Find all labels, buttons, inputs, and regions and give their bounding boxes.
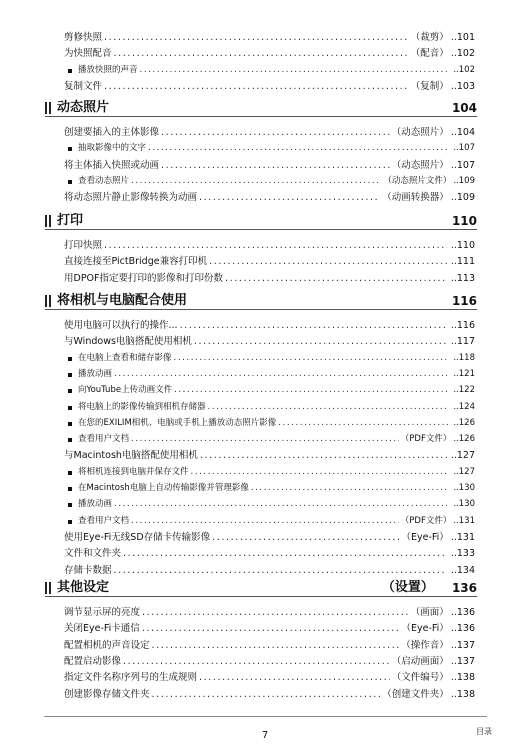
dot-leader (114, 564, 447, 577)
section-heading[interactable] (45, 580, 477, 597)
toc-subentry[interactable] (68, 368, 475, 381)
entry-title: 剪修快照 (64, 32, 103, 43)
toc-entry[interactable] (64, 655, 475, 668)
entry-tag: （动态照片文件） (383, 175, 452, 186)
dot-leader (251, 482, 450, 495)
entry-page: ..137 (450, 639, 475, 651)
toc-subentry[interactable] (68, 175, 475, 188)
entry-page: ..126 (453, 434, 475, 445)
dot-leader (199, 191, 380, 204)
section-page: 104 (451, 101, 477, 115)
dot-leader (104, 239, 447, 252)
entry-page: ..102 (450, 48, 475, 60)
entry-tag: （动画转换器） (382, 192, 449, 204)
footer-divider (44, 716, 487, 717)
dot-leader (278, 417, 449, 430)
entry-page: ..126 (453, 417, 475, 428)
toc-subentry[interactable] (68, 401, 475, 414)
dot-leader (131, 175, 381, 188)
toc-entry[interactable] (64, 564, 475, 577)
entry-tag: （启动画面） (391, 655, 449, 667)
section-page: 110 (451, 214, 477, 228)
dot-leader (140, 64, 450, 77)
entry-title: 为快照配音 (64, 48, 112, 60)
entry-title: 调节显示屏的亮度 (64, 607, 141, 618)
entry-title: 播放动画 (78, 499, 113, 510)
toc-entry[interactable] (64, 47, 475, 60)
entry-page: ..122 (453, 385, 475, 396)
dot-leader (152, 639, 400, 652)
entry-title: 创建要插入的主体影像 (64, 127, 160, 138)
page-number: 7 (261, 730, 269, 741)
entry-page: ..138 (450, 688, 475, 700)
dot-leader (104, 80, 409, 93)
entry-title: 使用电脑可以执行的操作... (64, 320, 178, 331)
dot-leader (209, 255, 447, 268)
entry-title: 与Windows电脑搭配使用相机 (64, 336, 192, 348)
toc-entry[interactable] (64, 531, 475, 544)
toc-subentry[interactable] (68, 142, 475, 155)
entry-page: ..109 (453, 175, 475, 186)
section-page: 116 (451, 294, 477, 308)
entry-tag: （创建文件夹） (382, 688, 449, 700)
dot-leader (131, 515, 399, 528)
toc-subentry[interactable] (68, 64, 475, 77)
entry-title: 将主体插入快照或动画 (64, 159, 160, 171)
toc-entry[interactable] (64, 319, 475, 332)
entry-title: 查看用户文档 (78, 515, 130, 526)
entry-tag: （配音） (410, 48, 449, 60)
entry-page: ..137 (450, 655, 475, 667)
dot-leader (131, 433, 399, 446)
entry-page: ..133 (450, 548, 475, 560)
entry-page: ..101 (450, 32, 475, 43)
dot-leader (199, 671, 390, 684)
entry-title: 播放动画 (78, 368, 113, 379)
bullet-icon (68, 180, 72, 184)
dot-leader (191, 466, 450, 479)
entry-title: 创建影像存储文件夹 (64, 688, 150, 700)
section-title: 动态照片 (57, 100, 110, 115)
entry-tag: （裁剪） (410, 32, 449, 43)
section-marker-icon (45, 582, 51, 594)
dot-leader (174, 384, 449, 397)
toc-subentry[interactable] (68, 482, 475, 495)
dot-leader (225, 272, 447, 285)
entry-page: ..107 (453, 143, 475, 154)
section-title: 将相机与电脑配合使用 (57, 293, 188, 308)
entry-page: ..131 (450, 531, 475, 543)
entry-title: 文件和文件夹 (64, 548, 122, 560)
toc-subentry[interactable] (68, 352, 475, 365)
entry-tag: （动态照片） (391, 159, 449, 171)
dot-leader (208, 401, 450, 414)
entry-page: ..134 (450, 564, 475, 576)
toc-subentry[interactable] (68, 515, 475, 528)
entry-tag: （PDF文件） (400, 515, 452, 526)
entry-title: 与Macintosh电脑搭配使用相机 (64, 450, 198, 462)
toc-subentry[interactable] (68, 433, 475, 446)
section-marker-icon (45, 102, 51, 114)
toc-subentry[interactable] (68, 417, 475, 430)
entry-title: 关闭Eye-Fi卡通信 (64, 623, 140, 635)
entry-title: 配置相机的声音设定 (64, 639, 150, 651)
toc-entry[interactable] (64, 159, 475, 172)
entry-page: ..111 (450, 256, 475, 268)
entry-title: 播放快照的声音 (78, 64, 138, 75)
entry-title: 抽取影像中的文字 (78, 143, 147, 154)
section-heading[interactable] (45, 213, 477, 230)
toc-entry[interactable] (64, 239, 475, 252)
entry-title: 使用Eye-Fi无线SD存储卡传输影像 (64, 531, 211, 543)
entry-tag: （Eye-Fi） (401, 531, 449, 543)
entry-title: 在电脑上查看和储存影像 (78, 352, 172, 363)
section-heading[interactable] (45, 100, 477, 117)
entry-tag: （Eye-Fi） (401, 623, 449, 635)
entry-title: 打印快照 (64, 240, 103, 251)
entry-page: ..102 (453, 64, 475, 75)
dot-leader (104, 31, 409, 44)
entry-page: ..116 (450, 320, 475, 331)
entry-title: 将相机连接到电脑并保存文件 (78, 466, 189, 477)
toc-subentry[interactable] (68, 466, 475, 479)
toc-entry[interactable] (64, 547, 475, 560)
toc-entry[interactable] (64, 639, 475, 652)
bullet-icon (68, 69, 72, 73)
toc-entry[interactable] (64, 671, 475, 684)
section-title: 打印 (57, 213, 84, 228)
entry-title: 在您的EXILIM相机、电脑或手机上播放动态照片影像 (78, 417, 277, 428)
section-tag: （设置） (381, 580, 434, 595)
entry-title: 查看动态照片 (78, 175, 130, 186)
entry-tag: （PDF文件） (400, 434, 452, 445)
dot-leader (148, 142, 449, 155)
dot-leader (194, 335, 447, 348)
entry-page: ..127 (453, 466, 475, 477)
entry-title: 指定文件名称序列号的生成规则 (64, 672, 198, 684)
entry-tag: （文件编号） (391, 672, 449, 684)
bullet-icon (68, 471, 72, 475)
dot-leader (142, 606, 409, 619)
toc-entry[interactable] (64, 31, 475, 44)
dot-leader (200, 449, 447, 462)
entry-title: 存储卡数据 (64, 564, 112, 576)
entry-title: 直接连接至PictBridge兼容打印机 (64, 256, 208, 268)
entry-page: ..130 (453, 483, 475, 493)
toc-entry[interactable] (64, 126, 475, 139)
entry-title: 复制文件 (64, 80, 103, 92)
toc-entry[interactable] (64, 622, 475, 635)
toc-entry[interactable] (64, 606, 475, 619)
entry-page: ..136 (450, 607, 475, 618)
bullet-icon (68, 357, 72, 361)
entry-page: ..113 (450, 272, 475, 284)
entry-page: ..127 (450, 450, 475, 462)
entry-page: ..130 (453, 499, 475, 510)
entry-title: 配置启动影像 (64, 655, 122, 667)
entry-title: 向YouTube上传动画文件 (78, 385, 173, 396)
entry-page: ..109 (450, 192, 475, 204)
dot-leader (142, 622, 400, 635)
entry-page: ..118 (453, 352, 475, 363)
entry-page: ..107 (450, 159, 475, 171)
dot-leader (180, 319, 447, 332)
toc-link[interactable]: 目录 (476, 727, 492, 736)
section-marker-icon (45, 215, 51, 227)
toc-subentry[interactable] (68, 498, 475, 511)
dot-leader (123, 547, 447, 560)
entry-page: ..110 (450, 240, 475, 251)
section-heading[interactable] (45, 293, 477, 310)
entry-title: 将动态照片静止影像转换为动画 (64, 192, 198, 204)
dot-leader (161, 159, 390, 172)
bullet-icon (68, 438, 72, 442)
entry-page: ..103 (450, 80, 475, 92)
entry-page: ..136 (450, 623, 475, 635)
dot-leader (114, 47, 409, 60)
bullet-icon (68, 487, 72, 491)
dot-leader (174, 352, 450, 365)
entry-tag: （动态照片） (391, 127, 449, 138)
dot-leader (152, 688, 381, 701)
entry-tag: （画面） (410, 607, 449, 618)
toc-entry[interactable] (64, 255, 475, 268)
toc-entry[interactable] (64, 80, 475, 93)
entry-title: 在Macintosh电脑上自动传输影像并管理影像 (78, 483, 249, 493)
bullet-icon (68, 406, 72, 410)
toc-subentry[interactable] (68, 384, 475, 397)
toc-entry[interactable] (64, 191, 475, 204)
dot-leader (161, 126, 390, 139)
entry-page: ..138 (450, 672, 475, 684)
entry-page: ..131 (453, 515, 475, 526)
entry-page: ..104 (450, 127, 475, 138)
bullet-icon (68, 422, 72, 426)
dot-leader (114, 368, 449, 381)
dot-leader (114, 498, 449, 511)
entry-tag: （操作音） (401, 639, 449, 651)
entry-title: 查看用户文档 (78, 434, 130, 445)
bullet-icon (68, 389, 72, 393)
bullet-icon (68, 520, 72, 524)
entry-title: 将电脑上的影像传输到相机存储器 (78, 401, 206, 412)
bullet-icon (68, 147, 72, 151)
entry-title: 用DPOF指定要打印的影像和打印份数 (64, 272, 223, 284)
toc-entry[interactable] (64, 335, 475, 348)
entry-page: ..124 (453, 401, 475, 412)
section-page: 136 (451, 581, 477, 595)
toc-entry[interactable] (64, 449, 475, 462)
dot-leader (212, 531, 399, 544)
section-marker-icon (45, 295, 51, 307)
section-title: 其他设定 (57, 580, 110, 595)
bullet-icon (68, 373, 72, 377)
toc-entry[interactable] (64, 272, 475, 285)
bullet-icon (68, 503, 72, 507)
entry-page: ..117 (450, 336, 475, 348)
entry-page: ..121 (453, 368, 475, 379)
dot-leader (123, 655, 390, 668)
toc-entry[interactable] (64, 688, 475, 701)
entry-tag: （复制） (410, 80, 449, 92)
